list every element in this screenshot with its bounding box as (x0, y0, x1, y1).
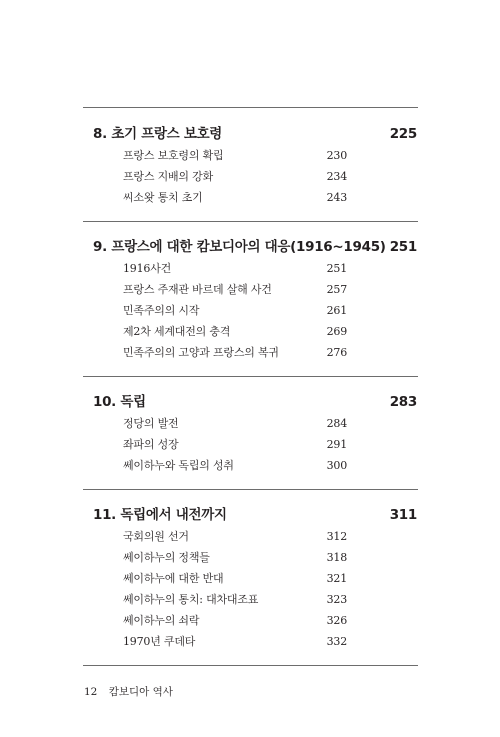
section-entry (83, 455, 418, 476)
chapter-title: 8. 초기 프랑스 보호령 (93, 126, 223, 142)
section-page: 312 (326, 530, 347, 543)
running-title: 캄보디아 역사 (108, 686, 173, 698)
chapter-heading (83, 391, 418, 413)
section-entry (83, 413, 418, 434)
section-page: 251 (326, 262, 347, 275)
table-of-contents (83, 107, 418, 666)
section-entry (83, 610, 418, 631)
section-entry (83, 279, 418, 300)
section-title: 쎄이하누와 독립의 성취 (123, 459, 234, 472)
section-entry (83, 342, 418, 363)
chapter-9 (83, 222, 418, 376)
section-entry (83, 631, 418, 652)
section-page: 234 (326, 170, 347, 183)
section-page: 318 (326, 551, 347, 564)
chapter-heading (83, 123, 418, 145)
section-page: 269 (326, 325, 347, 338)
section-title: 씨소왓 통치 초기 (123, 191, 203, 204)
section-title: 프랑스 주재관 바르데 살해 사건 (123, 283, 272, 296)
chapter-10 (83, 377, 418, 489)
chapter-page: 225 (389, 126, 417, 142)
section-page: 321 (326, 572, 347, 585)
chapter-heading (83, 504, 418, 526)
page-number: 12 (84, 686, 98, 698)
section-entry (83, 145, 418, 166)
section-page: 276 (326, 346, 347, 359)
page-footer (84, 684, 173, 699)
chapter-title: 11. 독립에서 내전까지 (93, 507, 227, 523)
chapter-title: 9. 프랑스에 대한 캄보디아의 대응(1916~1945) (93, 239, 386, 255)
chapter-8 (83, 108, 418, 221)
chapter-page: 311 (389, 507, 417, 523)
section-entry (83, 526, 418, 547)
section-title: 민족주의의 시작 (123, 304, 200, 317)
section-title: 프랑스 보호령의 확립 (123, 149, 224, 162)
section-title: 정당의 발전 (123, 417, 179, 430)
section-page: 257 (326, 283, 347, 296)
section-page: 230 (326, 149, 347, 162)
section-entry (83, 589, 418, 610)
divider (83, 665, 418, 666)
section-page: 243 (326, 191, 347, 204)
section-entry (83, 187, 418, 208)
section-entry (83, 547, 418, 568)
chapter-page: 251 (389, 239, 417, 255)
section-title: 1916사건 (123, 262, 172, 275)
section-title: 민족주의의 고양과 프랑스의 복귀 (123, 346, 279, 359)
section-entry (83, 434, 418, 455)
section-entry (83, 258, 418, 279)
section-page: 291 (326, 438, 347, 451)
section-page: 284 (326, 417, 347, 430)
chapter-page: 283 (389, 394, 417, 410)
section-title: 프랑스 지배의 강화 (123, 170, 214, 183)
section-page: 323 (326, 593, 347, 606)
section-title: 제2차 세계대전의 충격 (123, 325, 231, 338)
chapter-11 (83, 490, 418, 665)
section-entry (83, 321, 418, 342)
section-title: 쎄이하누에 대한 반대 (123, 572, 224, 585)
section-title: 국회의원 선거 (123, 530, 189, 543)
chapter-title: 10. 독립 (93, 394, 146, 410)
section-page: 326 (326, 614, 347, 627)
section-entry (83, 300, 418, 321)
section-title: 쎄이하누의 정책들 (123, 551, 210, 564)
section-page: 300 (326, 459, 347, 472)
section-page: 261 (326, 304, 347, 317)
section-title: 쎄이하누의 통치: 대차대조표 (123, 593, 259, 606)
chapter-heading (83, 236, 418, 258)
section-title: 쎄이하누의 쇠락 (123, 614, 200, 627)
section-page: 332 (326, 635, 347, 648)
section-entry (83, 568, 418, 589)
section-entry (83, 166, 418, 187)
section-title: 좌파의 성장 (123, 438, 179, 451)
section-title: 1970년 쿠데타 (123, 635, 196, 648)
